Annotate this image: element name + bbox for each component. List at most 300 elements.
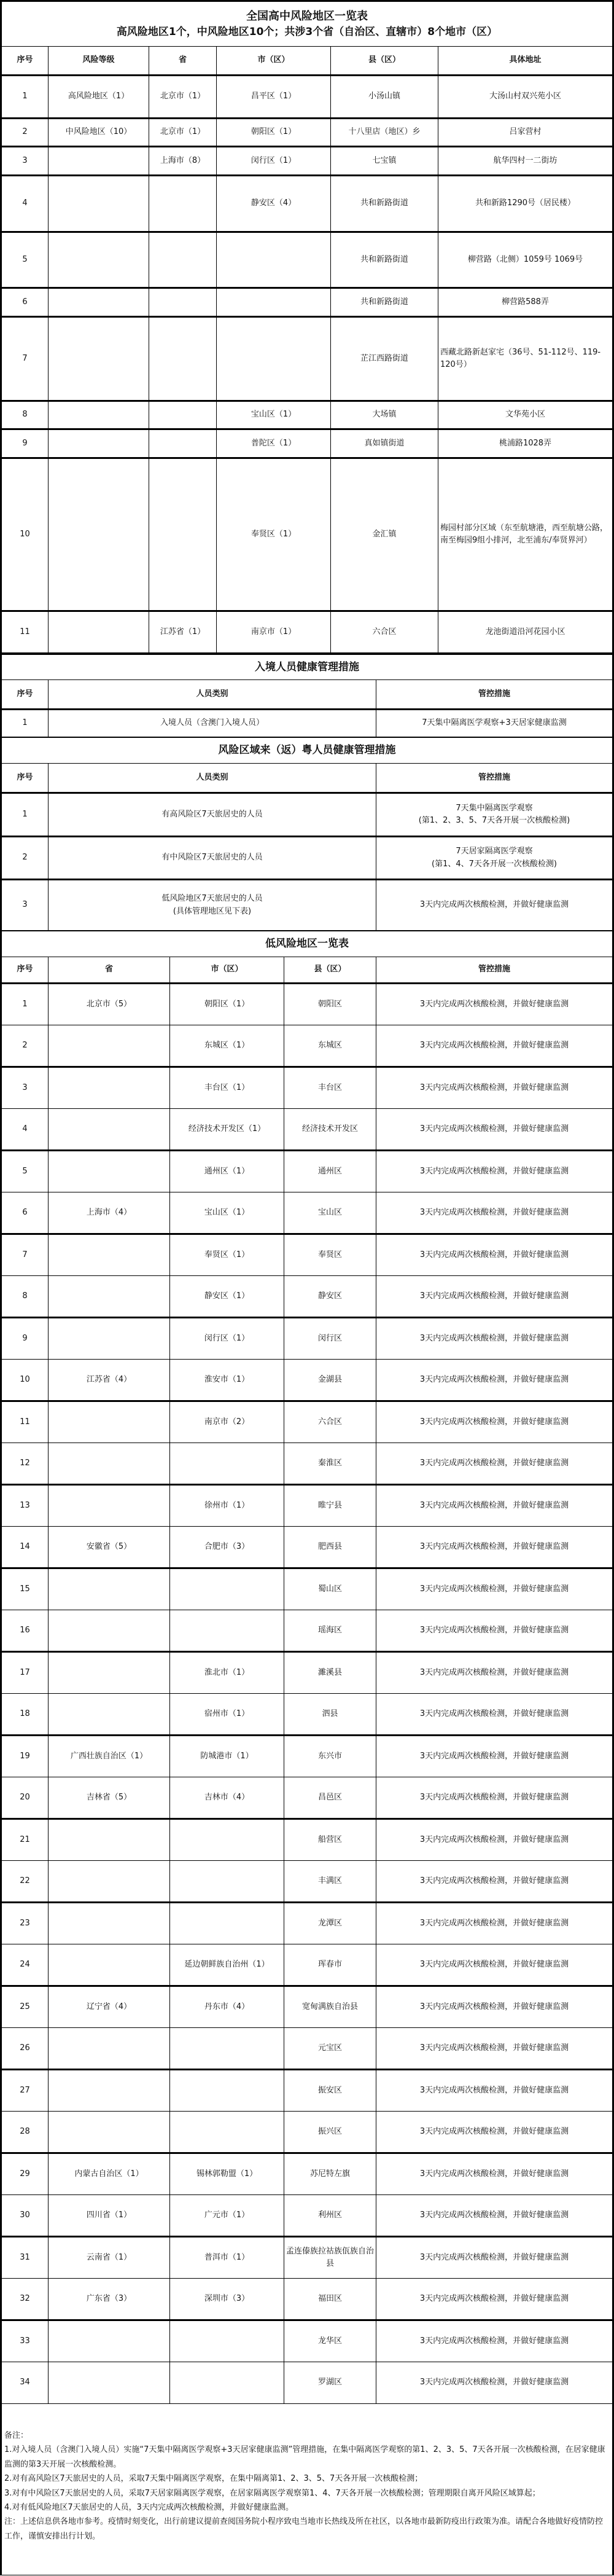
row-city: 东城区（1） (170, 1025, 284, 1067)
row-county: 瑶海区 (284, 1610, 376, 1652)
row-address: 吕家营村 (438, 119, 613, 147)
row-address: 桃浦路1028弄 (438, 429, 613, 458)
row-measure: 3天内完成两次核酸检测，并做好健康监测 (376, 1527, 613, 1568)
row-county: 共和新路街道 (331, 288, 438, 317)
row-county: 六合区 (331, 611, 438, 653)
row-county: 六合区 (284, 1401, 376, 1443)
table-row (2, 1903, 613, 1944)
row-no: 9 (2, 1318, 49, 1360)
row-address: 柳营路（北侧）1059号 1069号 (438, 232, 613, 288)
row-no: 18 (2, 1694, 49, 1736)
row-no: 17 (2, 1652, 49, 1694)
row-no: 33 (2, 2320, 49, 2362)
row-address: 航华四村一二街坊 (438, 147, 613, 176)
row-province: 江苏省（1） (149, 611, 217, 653)
row-county: 孟连傣族拉祜族佤族自治县 (284, 2237, 376, 2279)
row-city: 淮安市（1） (170, 1360, 284, 1401)
row-category: 入境人员（含澳门入境人员） (49, 710, 376, 737)
risk-return-header-row (2, 764, 613, 793)
row-city: 闵行区（1） (217, 147, 331, 176)
row-city: 奉贤区（1） (170, 1234, 284, 1276)
row-measure: 3天内完成两次核酸检测，并做好健康监测 (376, 984, 613, 1025)
table-row (2, 880, 613, 931)
row-county: 共和新路街道 (331, 232, 438, 288)
row-measure: 3天内完成两次核酸检测，并做好健康监测 (376, 1903, 613, 1944)
row-no: 1 (2, 710, 49, 737)
row-county: 奉贤区 (284, 1234, 376, 1276)
row-measure: 3天内完成两次核酸检测，并做好健康监测 (376, 2070, 613, 2112)
inbound-header-row (2, 680, 613, 710)
row-county: 小汤山镇 (331, 76, 438, 119)
row-city (217, 232, 331, 288)
col-header-county: 县（区） (284, 957, 376, 984)
table-row (2, 1401, 613, 1443)
row-province (49, 1610, 170, 1652)
row-city (170, 1819, 284, 1861)
row-no: 32 (2, 2279, 49, 2320)
note-item-3: 3.对有中风险区7天旅居史的人员，采取7天居家隔离医学观察，在居家隔离医学观察第1、4、7天各开展一次核酸检测；管理期限自离开风险区域算起； (4, 2488, 540, 2498)
row-no: 3 (2, 147, 49, 176)
row-no: 26 (2, 2028, 49, 2070)
low-risk-table (1, 931, 613, 2404)
table-row (2, 147, 613, 176)
row-city: 南京市（2） (170, 1401, 284, 1443)
row-city: 锡林郭勒盟（1） (170, 2153, 284, 2195)
row-no: 31 (2, 2237, 49, 2279)
row-county: 元宝区 (284, 2028, 376, 2070)
row-no: 2 (2, 1025, 49, 1067)
row-county: 肥西县 (284, 1527, 376, 1568)
row-city: 通州区（1） (170, 1151, 284, 1192)
row-county: 福田区 (284, 2279, 376, 2320)
row-province (149, 401, 217, 429)
row-county: 濉溪县 (284, 1652, 376, 1694)
row-no: 1 (2, 76, 49, 119)
row-province: 北京市（1） (149, 119, 217, 147)
row-measure: 3天内完成两次核酸检测，并做好健康监测 (376, 1861, 613, 1903)
row-address: 大汤山村双兴苑小区 (438, 76, 613, 119)
row-measure: 3天内完成两次核酸检测，并做好健康监测 (376, 1025, 613, 1067)
row-measure: 3天内完成两次核酸检测，并做好健康监测 (376, 1652, 613, 1694)
row-address: 西藏北路新赵家宅（36号、51-112号、119-120号） (438, 317, 613, 401)
row-city: 昌平区（1） (217, 76, 331, 119)
row-no: 25 (2, 1986, 49, 2028)
row-city: 宝山区（1） (217, 401, 331, 429)
row-risk-level (49, 401, 149, 429)
table-row (2, 1067, 613, 1109)
table-row (2, 1652, 613, 1694)
row-province: 内蒙古自治区（1） (49, 2153, 170, 2195)
row-county: 闵行区 (284, 1318, 376, 1360)
col-header-level: 风险等级 (49, 47, 149, 76)
row-category: 低风险地区7天旅居史的人员 (具体管理地区见下表) (49, 880, 376, 931)
row-province (49, 2112, 170, 2153)
col-header-city: 市（区） (170, 957, 284, 984)
row-province (49, 2362, 170, 2404)
row-county: 丰满区 (284, 1861, 376, 1903)
risk-return-title: 风险区域来（返）粤人员健康管理措施 (2, 738, 613, 764)
row-no: 22 (2, 1861, 49, 1903)
row-city: 朝阳区（1） (217, 119, 331, 147)
row-no: 11 (2, 611, 49, 653)
row-province (49, 1944, 170, 1986)
row-city: 吉林市（4） (170, 1777, 284, 1819)
row-no: 8 (2, 1276, 49, 1318)
row-no: 11 (2, 1401, 49, 1443)
table-row (2, 1694, 613, 1736)
row-measure: 3天内完成两次核酸检测，并做好健康监测 (376, 1610, 613, 1652)
row-county: 真如镇街道 (331, 429, 438, 458)
row-risk-level (49, 429, 149, 458)
row-county: 振安区 (284, 2070, 376, 2112)
row-province (49, 1819, 170, 1861)
row-province (149, 288, 217, 317)
row-measure: 3天内完成两次核酸检测，并做好健康监测 (376, 2320, 613, 2362)
table-row (2, 2112, 613, 2153)
row-city: 奉贤区（1） (217, 458, 331, 611)
row-measure: 3天内完成两次核酸检测，并做好健康监测 (376, 2195, 613, 2237)
row-risk-level (49, 147, 149, 176)
row-no: 4 (2, 176, 49, 232)
row-no: 20 (2, 1777, 49, 1819)
row-county: 芷江西路街道 (331, 317, 438, 401)
row-county: 东城区 (284, 1025, 376, 1067)
row-province (49, 1151, 170, 1192)
table-row (2, 1736, 613, 1777)
row-province: 广东省（3） (49, 2279, 170, 2320)
row-measure: 3天内完成两次核酸检测，并做好健康监测 (376, 1986, 613, 2028)
table-row (2, 119, 613, 147)
row-no: 2 (2, 119, 49, 147)
high-mid-header-row (2, 47, 613, 76)
row-city: 静安区（4） (217, 176, 331, 232)
row-measure: 3天内完成两次核酸检测，并做好健康监测 (376, 1736, 613, 1777)
row-city: 合肥市（3） (170, 1527, 284, 1568)
col-header-no: 序号 (2, 680, 49, 710)
table-row (2, 176, 613, 232)
row-city (217, 288, 331, 317)
row-city: 朝阳区（1） (170, 984, 284, 1025)
row-category: 有高风险区7天旅居史的人员 (49, 793, 376, 837)
row-measure: 3天内完成两次核酸检测，并做好健康监测 (376, 2028, 613, 2070)
table-row (2, 793, 613, 837)
row-county: 泗县 (284, 1694, 376, 1736)
row-province (49, 1861, 170, 1903)
row-city: 南京市（1） (217, 611, 331, 653)
row-measure: 3天内完成两次核酸检测，并做好健康监测 (376, 1443, 613, 1485)
table-row (2, 1986, 613, 2028)
row-no: 6 (2, 1192, 49, 1234)
row-province: 四川省（1） (49, 2195, 170, 2237)
row-county: 昌邑区 (284, 1777, 376, 1819)
table-row (2, 2320, 613, 2362)
row-county: 振兴区 (284, 2112, 376, 2153)
row-province (49, 1443, 170, 1485)
row-city: 淮北市（1） (170, 1652, 284, 1694)
row-county: 宽甸满族自治县 (284, 1986, 376, 2028)
row-no: 24 (2, 1944, 49, 1986)
row-risk-level (49, 611, 149, 653)
row-no: 10 (2, 458, 49, 611)
row-measure: 7天集中隔离医学观察 (第1、2、3、5、7天各开展一次核酸检测) (376, 793, 613, 837)
row-city: 丰台区（1） (170, 1067, 284, 1109)
table-row (2, 232, 613, 288)
row-measure: 3天内完成两次核酸检测，并做好健康监测 (376, 880, 613, 931)
row-measure: 3天内完成两次核酸检测，并做好健康监测 (376, 1276, 613, 1318)
row-county: 金汇镇 (331, 458, 438, 611)
row-province (49, 2028, 170, 2070)
col-header-no: 序号 (2, 957, 49, 984)
row-no: 28 (2, 2112, 49, 2153)
high-mid-risk-table (1, 1, 613, 653)
row-county: 珲春市 (284, 1944, 376, 1986)
col-header-province: 省 (149, 47, 217, 76)
table-row (2, 76, 613, 119)
row-city: 深圳市（3） (170, 2279, 284, 2320)
row-address: 共和新路1290号（居民楼） (438, 176, 613, 232)
row-province: 江苏省（4） (49, 1360, 170, 1401)
row-province: 北京市（1） (149, 76, 217, 119)
row-risk-level (49, 176, 149, 232)
row-province (49, 1318, 170, 1360)
row-county: 睢宁县 (284, 1485, 376, 1527)
col-header-category: 人员类别 (49, 680, 376, 710)
table-row (2, 458, 613, 611)
row-province (49, 1903, 170, 1944)
table-row (2, 2195, 613, 2237)
row-no: 5 (2, 1151, 49, 1192)
row-county: 静安区 (284, 1276, 376, 1318)
row-province: 安徽省（5） (49, 1527, 170, 1568)
row-measure: 3天内完成两次核酸检测，并做好健康监测 (376, 1318, 613, 1360)
row-province (49, 1652, 170, 1694)
notes-heading: 备注： (4, 2431, 29, 2440)
row-city: 延边朝鲜族自治州（1） (170, 1944, 284, 1986)
row-province: 辽宁省（4） (49, 1986, 170, 2028)
row-province (49, 1568, 170, 1610)
row-city: 宝山区（1） (170, 1192, 284, 1234)
row-county: 十八里店（地区）乡 (331, 119, 438, 147)
row-city (170, 1443, 284, 1485)
table-row (2, 1318, 613, 1360)
row-measure: 3天内完成两次核酸检测，并做好健康监测 (376, 2112, 613, 2153)
table-row (2, 2153, 613, 2195)
row-province (49, 1276, 170, 1318)
table-row (2, 1109, 613, 1151)
row-risk-level: 中风险地区（10） (49, 119, 149, 147)
row-province (49, 1694, 170, 1736)
row-risk-level (49, 232, 149, 288)
row-risk-level: 高风险地区（1） (49, 76, 149, 119)
row-no: 16 (2, 1610, 49, 1652)
row-city: 宿州市（1） (170, 1694, 284, 1736)
col-header-measure: 管控措施 (376, 957, 613, 984)
table-row (2, 1861, 613, 1903)
row-county: 大场镇 (331, 401, 438, 429)
row-province (49, 2320, 170, 2362)
table-row (2, 429, 613, 458)
table-row (2, 2237, 613, 2279)
row-address: 柳营路588弄 (438, 288, 613, 317)
col-header-county: 县（区） (331, 47, 438, 76)
col-header-measure: 管控措施 (376, 680, 613, 710)
table-row (2, 2028, 613, 2070)
row-measure: 3天内完成两次核酸检测，并做好健康监测 (376, 1944, 613, 1986)
row-county: 东兴市 (284, 1736, 376, 1777)
table-row (2, 288, 613, 317)
row-city: 徐州市（1） (170, 1485, 284, 1527)
note-disclaimer: 注：上述信息供各地市参考。疫情时刻变化，出行前建议提前查阅国务院小程序致电当地市长热线及所在社区，以各地市最新防疫出行政策为准。请配合各地做好疫情防控工作，谨慎安排出行计划。 (4, 2517, 604, 2541)
row-county: 通州区 (284, 1151, 376, 1192)
row-county: 宝山区 (284, 1192, 376, 1234)
high-mid-title-block (2, 2, 613, 47)
row-city: 广元市（1） (170, 2195, 284, 2237)
row-province: 吉林省（5） (49, 1777, 170, 1819)
table-row (2, 1944, 613, 1986)
table-row (2, 1777, 613, 1819)
row-county: 丰台区 (284, 1067, 376, 1109)
row-city: 普洱市（1） (170, 2237, 284, 2279)
col-header-measure: 管控措施 (376, 764, 613, 793)
row-province (149, 429, 217, 458)
row-measure: 3天内完成两次核酸检测，并做好健康监测 (376, 2153, 613, 2195)
low-risk-title: 低风险地区一览表 (2, 931, 613, 957)
row-province (149, 232, 217, 288)
row-city (170, 2362, 284, 2404)
table-row (2, 2362, 613, 2404)
row-county: 龙潭区 (284, 1903, 376, 1944)
row-no: 34 (2, 2362, 49, 2404)
table-row (2, 1360, 613, 1401)
row-city (170, 1861, 284, 1903)
row-no: 1 (2, 984, 49, 1025)
table-row (2, 837, 613, 880)
row-no: 2 (2, 837, 49, 880)
col-header-no: 序号 (2, 764, 49, 793)
row-address: 梅园村部分区域（东至航塘港，西至航塘公路，南至梅园9组小排河，北至浦东/奉贤界河） (438, 458, 613, 611)
row-province: 上海市（8） (149, 147, 217, 176)
note-item-2: 2.对有高风险区7天旅居史的人员，采取7天集中隔离医学观察，在集中隔离第1、2、3、5、7天各开展一次核酸检测； (4, 2474, 423, 2484)
row-risk-level (49, 288, 149, 317)
row-measure: 3天内完成两次核酸检测，并做好健康监测 (376, 1819, 613, 1861)
row-county: 七宝镇 (331, 147, 438, 176)
row-province: 广西壮族自治区（1） (49, 1736, 170, 1777)
row-measure: 3天内完成两次核酸检测，并做好健康监测 (376, 1151, 613, 1192)
high-mid-summary: 高风险地区1个，中风险地区10个；共涉3个省（自治区、直辖市）8个地市（区） (116, 25, 498, 38)
row-no: 13 (2, 1485, 49, 1527)
col-header-no: 序号 (2, 47, 49, 76)
col-header-city: 市（区） (217, 47, 331, 76)
row-no: 5 (2, 232, 49, 288)
risk-return-measures-table (1, 737, 613, 931)
row-no: 12 (2, 1443, 49, 1485)
row-measure: 3天内完成两次核酸检测，并做好健康监测 (376, 1192, 613, 1234)
row-no: 3 (2, 880, 49, 931)
row-measure: 3天内完成两次核酸检测，并做好健康监测 (376, 1109, 613, 1151)
col-header-address: 具体地址 (438, 47, 613, 76)
row-no: 4 (2, 1109, 49, 1151)
row-no: 29 (2, 2153, 49, 2195)
row-measure: 3天内完成两次核酸检测，并做好健康监测 (376, 1694, 613, 1736)
row-city: 闵行区（1） (170, 1318, 284, 1360)
row-no: 1 (2, 793, 49, 837)
row-county: 秦淮区 (284, 1443, 376, 1485)
row-measure: 3天内完成两次核酸检测，并做好健康监测 (376, 2362, 613, 2404)
row-province (49, 1025, 170, 1067)
row-risk-level (49, 317, 149, 401)
row-measure: 3天内完成两次核酸检测，并做好健康监测 (376, 1485, 613, 1527)
row-city (170, 2112, 284, 2153)
col-header-province: 省 (49, 957, 170, 984)
row-province (149, 458, 217, 611)
row-county: 朝阳区 (284, 984, 376, 1025)
row-address: 龙池街道沿河花园小区 (438, 611, 613, 653)
row-measure: 3天内完成两次核酸检测，并做好健康监测 (376, 1234, 613, 1276)
row-measure: 7天集中隔离医学观察+3天居家健康监测 (376, 710, 613, 737)
row-city (170, 2320, 284, 2362)
note-item-4: 4.对有低风险地区7天旅居史的人员，3天内完成两次核酸检测，并做好健康监测。 (4, 2502, 293, 2512)
table-row (2, 1192, 613, 1234)
table-row (2, 401, 613, 429)
inbound-measures-table (1, 653, 613, 737)
row-province (49, 2070, 170, 2112)
notes-section (1, 2404, 613, 2575)
row-county: 金湖县 (284, 1360, 376, 1401)
col-header-category: 人员类别 (49, 764, 376, 793)
row-no: 14 (2, 1527, 49, 1568)
row-no: 3 (2, 1067, 49, 1109)
row-county: 龙华区 (284, 2320, 376, 2362)
row-province (49, 1109, 170, 1151)
row-measure: 3天内完成两次核酸检测，并做好健康监测 (376, 2279, 613, 2320)
row-city (170, 1610, 284, 1652)
row-no: 27 (2, 2070, 49, 2112)
row-measure: 3天内完成两次核酸检测，并做好健康监测 (376, 1360, 613, 1401)
row-measure: 3天内完成两次核酸检测，并做好健康监测 (376, 1777, 613, 1819)
table-row (2, 1485, 613, 1527)
row-province (149, 317, 217, 401)
row-province (49, 1485, 170, 1527)
low-risk-header-row (2, 957, 613, 984)
row-no: 30 (2, 2195, 49, 2237)
table-row (2, 2279, 613, 2320)
table-row (2, 1527, 613, 1568)
row-risk-level (49, 458, 149, 611)
row-no: 7 (2, 1234, 49, 1276)
row-province: 上海市（4） (49, 1192, 170, 1234)
row-measure: 3天内完成两次核酸检测，并做好健康监测 (376, 1067, 613, 1109)
row-no: 9 (2, 429, 49, 458)
row-no: 23 (2, 1903, 49, 1944)
row-province: 北京市（5） (49, 984, 170, 1025)
row-city (170, 2070, 284, 2112)
row-province (49, 1401, 170, 1443)
table-row (2, 1276, 613, 1318)
row-no: 10 (2, 1360, 49, 1401)
row-no: 6 (2, 288, 49, 317)
row-city: 经济技术开发区（1） (170, 1109, 284, 1151)
row-county: 船营区 (284, 1819, 376, 1861)
table-row (2, 1151, 613, 1192)
row-province: 云南省（1） (49, 2237, 170, 2279)
table-row (2, 1610, 613, 1652)
row-city (217, 317, 331, 401)
row-no: 7 (2, 317, 49, 401)
table-row (2, 710, 613, 737)
table-row (2, 1443, 613, 1485)
row-county: 罗湖区 (284, 2362, 376, 2404)
row-county: 共和新路街道 (331, 176, 438, 232)
